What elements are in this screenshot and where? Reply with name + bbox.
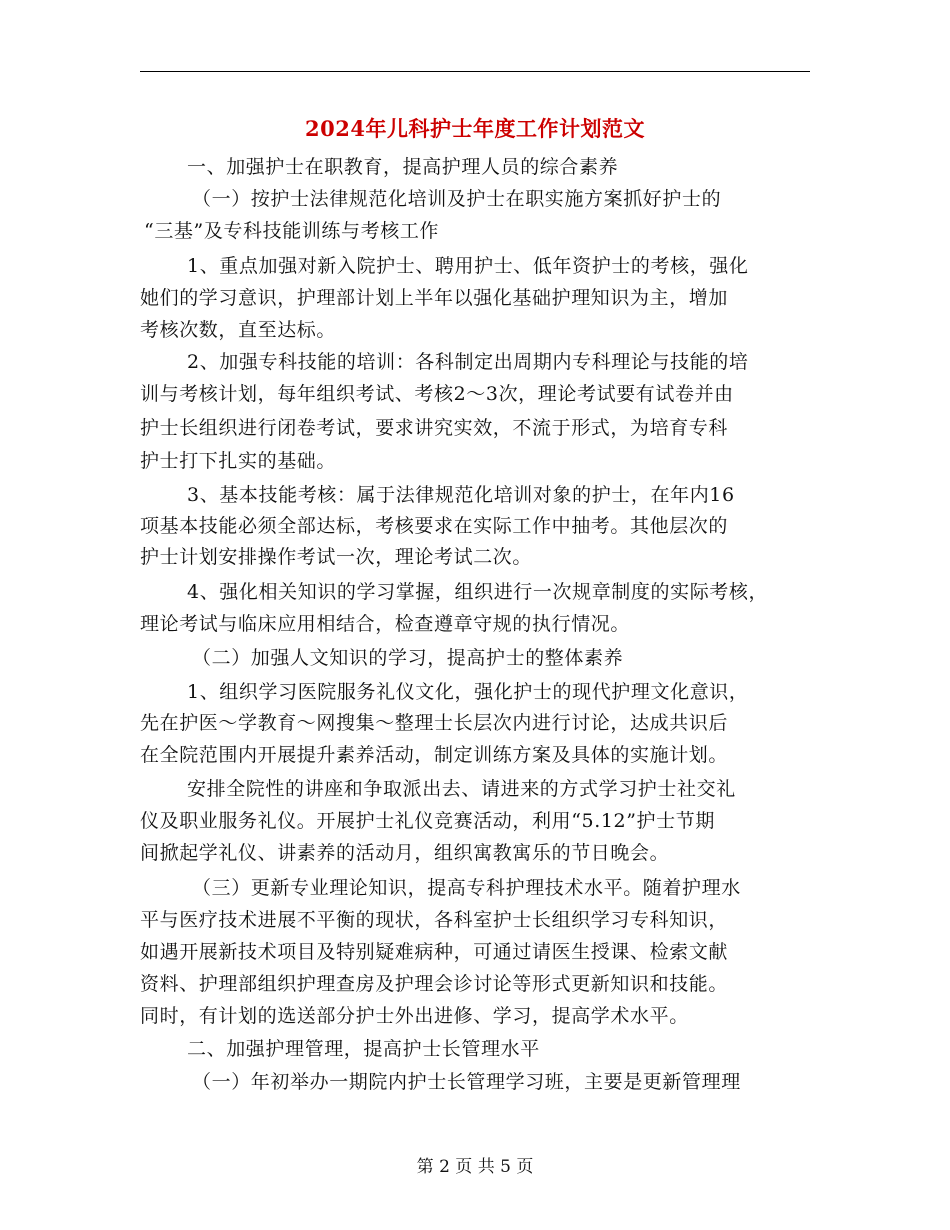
body-line: 先在护医～学教育～网搜集～整理士长层次内进行讨论，达成共识后 <box>140 712 729 734</box>
body-line: 她们的学习意识，护理部计划上半年以强化基础护理知识为主，增加 <box>140 287 729 309</box>
body-line: 同时，有计划的选送部分护士外出进修、学习，提高学术水平。 <box>140 1005 689 1027</box>
document-title: 2024年儿科护士年度工作计划范文 <box>305 116 645 141</box>
header-rule <box>140 71 810 72</box>
body-line: 护士计划安排操作考试一次，理论考试二次。 <box>140 546 533 568</box>
body-line: 一、加强护士在职教育，提高护理人员的综合素养 <box>187 156 619 178</box>
body-line: 项基本技能必须全部达标，考核要求在实际工作中抽考。其他层次的 <box>140 515 729 537</box>
body-line: 1、重点加强对新入院护士、聘用护士、低年资护士的考核，强化 <box>187 255 749 277</box>
body-line: 平与医疗技术进展不平衡的现状，各科室护士长组织学习专科知识， <box>140 909 729 931</box>
body-line: 资料、护理部组织护理查房及护理会诊讨论等形式更新知识和技能。 <box>140 973 729 995</box>
body-line: 二、加强护理管理，提高护士长管理水平 <box>187 1038 540 1060</box>
body-line: 护士长组织进行闭卷考试，要求讲究实效，不流于形式，为培育专科 <box>140 417 729 439</box>
body-line: 护士打下扎实的基础。 <box>140 450 337 472</box>
body-line: （一）按护士法律规范化培训及护士在职实施方案抓好护士的 <box>192 188 722 210</box>
page-number-footer: 第 2 页 共 5 页 <box>416 1157 534 1177</box>
body-line: 如遇开展新技术项目及特别疑难病种，可通过请医生授课、检索文献 <box>140 941 729 963</box>
body-line: （二）加强人文知识的学习，提高护士的整体素养 <box>192 647 624 669</box>
body-line: “三基”及专科技能训练与考核工作 <box>144 220 440 242</box>
body-line: 4、强化相关知识的学习掌握，组织进行一次规章制度的实际考核， <box>187 581 769 603</box>
body-line: 考核次数，直至达标。 <box>140 319 337 341</box>
body-line: 仪及职业服务礼仪。开展护士礼仪竞赛活动，利用“5.12”护士节期 <box>140 810 715 832</box>
body-line: 1、组织学习医院服务礼仪文化，强化护士的现代护理文化意识， <box>187 681 749 703</box>
body-line: 安排全院性的讲座和争取派出去、请进来的方式学习护士社交礼 <box>187 778 736 800</box>
body-line: 在全院范围内开展提升素养活动，制定训练方案及具体的实施计划。 <box>140 744 729 766</box>
body-line: （三）更新专业理论知识，提高专科护理技术水平。随着护理水 <box>192 877 741 899</box>
body-line: 训与考核计划，每年组织考试、考核2～3次，理论考试要有试卷并由 <box>140 383 734 405</box>
body-line: 2、加强专科技能的培训：各科制定出周期内专科理论与技能的培 <box>187 351 749 373</box>
body-line: （一）年初举办一期院内护士长管理学习班，主要是更新管理理 <box>192 1071 741 1093</box>
body-line: 3、基本技能考核：属于法律规范化培训对象的护士，在年内16 <box>187 484 735 506</box>
body-line: 间掀起学礼仪、讲素养的活动月，组织寓教寓乐的节日晚会。 <box>140 842 670 864</box>
body-line: 理论考试与临床应用相结合，检查遵章守规的执行情况。 <box>140 613 631 635</box>
